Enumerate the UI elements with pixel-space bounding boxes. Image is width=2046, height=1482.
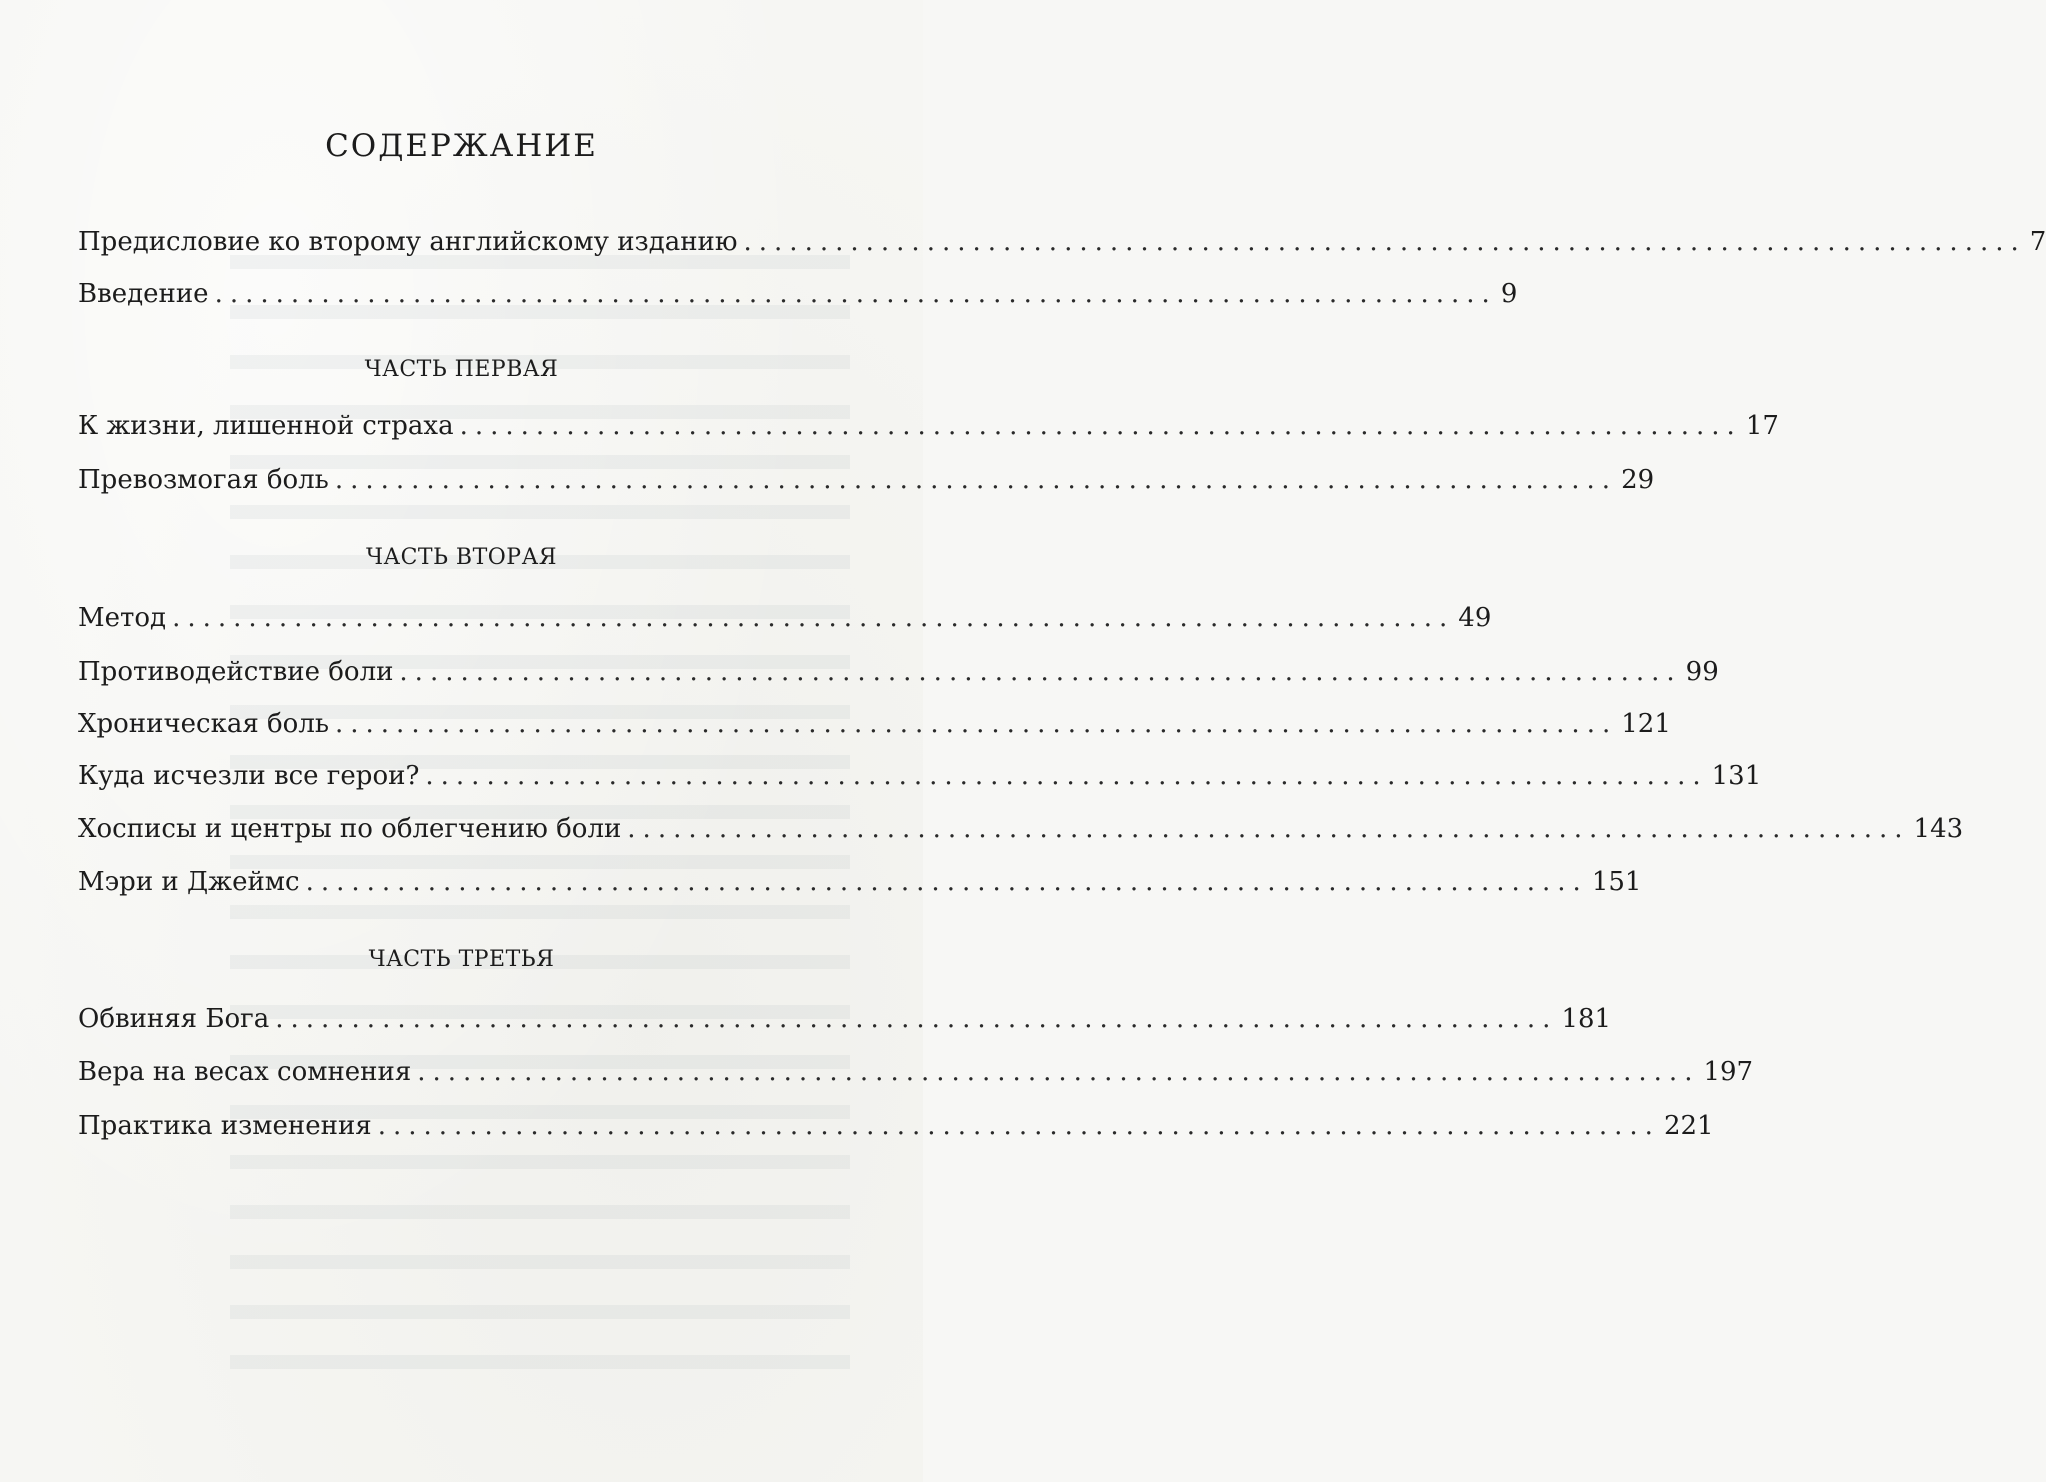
toc-entry-page: 17 <box>1745 411 1779 441</box>
toc-entry-title: К жизни, лишенной страха <box>78 411 454 441</box>
page-title: СОДЕРЖАНИЕ <box>325 128 598 164</box>
toc-entry-page: 99 <box>1685 657 1719 687</box>
leader-dots: .................................................................................... <box>377 1111 1660 1141</box>
toc-entry <box>78 276 1518 312</box>
toc-entry-page: 49 <box>1458 603 1492 633</box>
toc-entry-title: Введение <box>78 279 209 309</box>
toc-entry-page: 151 <box>1591 867 1642 897</box>
toc-entry-title: Мэри и Джеймс <box>78 867 300 897</box>
toc-entry-title: Вера на весах сомнения <box>78 1057 412 1087</box>
leader-dots: .................................................................................... <box>627 814 1910 844</box>
leader-dots: .................................................................................... <box>425 761 1708 791</box>
toc-entry <box>78 224 2046 260</box>
toc-entry <box>78 654 1719 690</box>
leader-dots: .................................................................................... <box>305 867 1588 897</box>
toc-entry <box>78 600 1492 636</box>
toc-entry <box>78 462 1655 498</box>
leader-dots: .................................................................................... <box>275 1004 1558 1034</box>
part-heading: ЧАСТЬ ТРЕТЬЯ <box>368 947 555 972</box>
toc-entry-page: 221 <box>1663 1111 1714 1141</box>
toc-entry <box>78 864 1642 900</box>
toc-entry-page: 9 <box>1500 279 1518 309</box>
toc-entry-page: 181 <box>1561 1004 1612 1034</box>
leader-dots: .................................................................................... <box>335 709 1618 739</box>
toc-entry <box>78 408 1779 444</box>
toc-entry <box>78 1001 1612 1037</box>
leader-dots: .................................................................................... <box>214 279 1497 309</box>
part-heading: ЧАСТЬ ВТОРАЯ <box>365 545 558 570</box>
toc-entry-page: 197 <box>1703 1057 1754 1087</box>
leader-dots: .................................................................................... <box>334 465 1618 495</box>
toc-entry <box>78 1108 1714 1144</box>
toc-entry-title: Куда исчезли все герои? <box>78 761 420 791</box>
toc-entry-page: 143 <box>1913 814 1964 844</box>
toc-entry-title: Практика изменения <box>78 1111 372 1141</box>
leader-dots: .................................................................................... <box>459 411 1742 441</box>
leader-dots: .................................................................................... <box>743 227 2026 257</box>
toc-entry-title: Хосписы и центры по облегчению боли <box>78 814 622 844</box>
toc-entry-title: Противодействие боли <box>78 657 394 687</box>
toc-entry <box>78 706 1671 742</box>
toc-entry-title: Обвиняя Бога <box>78 1004 270 1034</box>
toc-entry-page: 121 <box>1621 709 1671 739</box>
toc-entry-title: Метод <box>78 603 167 633</box>
toc-entry-title: Превозмогая боль <box>78 465 329 495</box>
toc-entry <box>78 1054 1754 1090</box>
part-heading: ЧАСТЬ ПЕРВАЯ <box>364 357 559 382</box>
toc-entry-page: 131 <box>1711 761 1762 791</box>
leader-dots: .................................................................................... <box>172 603 1455 633</box>
toc-entry <box>78 811 1964 847</box>
toc-entry-title: Предисловие ко второму английскому изданию <box>78 227 738 257</box>
toc-entry-title: Хроническая боль <box>78 709 329 739</box>
leader-dots: .................................................................................... <box>417 1057 1700 1087</box>
leader-dots: .................................................................................... <box>399 657 1682 687</box>
toc-entry <box>78 758 1762 794</box>
toc-entry-page: 29 <box>1621 465 1655 495</box>
toc-entry-page: 7 <box>2029 227 2046 257</box>
